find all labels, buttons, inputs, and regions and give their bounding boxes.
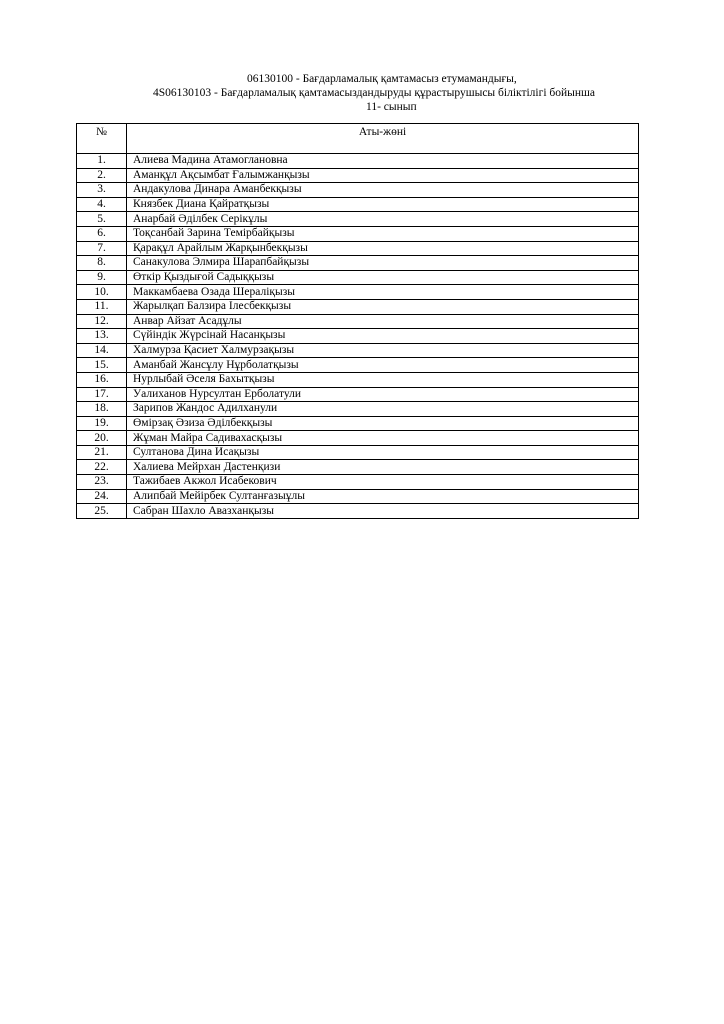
- row-number: 5.: [77, 212, 127, 227]
- student-name: Уалиханов Нурсултан Ерболатули: [127, 387, 639, 402]
- student-name: Санакулова Элмира Шарапбайқызы: [127, 256, 639, 271]
- table-row: [77, 285, 639, 300]
- table-row: [77, 416, 639, 431]
- specialty-title: 06130100 - Бағдарламалық қамтамасыз етумамандығы,: [247, 73, 517, 85]
- table-row: [77, 358, 639, 373]
- table-row: [77, 183, 639, 198]
- table-row: [77, 270, 639, 285]
- student-name: Халиева Мейрхан Дастенқизи: [127, 460, 639, 475]
- student-name: Нурлыбай Әселя Бахытқызы: [127, 372, 639, 387]
- student-name: Халмурза Қасиет Халмурзақызы: [127, 343, 639, 358]
- student-name: Тажибаев Акжол Исабекович: [127, 475, 639, 490]
- table-row: [77, 445, 639, 460]
- student-name: Анвар Айзат Асадұлы: [127, 314, 639, 329]
- table-row: [77, 154, 639, 169]
- row-number: 3.: [77, 183, 127, 198]
- row-number: 9.: [77, 270, 127, 285]
- row-number: 15.: [77, 358, 127, 373]
- row-number: 18.: [77, 402, 127, 417]
- column-header-name: Аты-жөні: [127, 124, 639, 154]
- student-name: Маккамбаева Озада Шераліқызы: [127, 285, 639, 300]
- student-name: Анарбай Әділбек Серікұлы: [127, 212, 639, 227]
- row-number: 11.: [77, 299, 127, 314]
- class-label: 11- сынып: [366, 101, 417, 113]
- qualification-title: 4S06130103 - Бағдарламалық қамтамасыздандыруды құрастырушысы біліктілігі бойынша: [153, 87, 595, 99]
- student-name: Сабран Шахло Авазханқызы: [127, 504, 639, 519]
- row-number: 2.: [77, 168, 127, 183]
- table-row: [77, 314, 639, 329]
- student-name: Зарипов Жандос Адилханули: [127, 402, 639, 417]
- table-row: [77, 372, 639, 387]
- table-row: [77, 460, 639, 475]
- student-name: Жарылқап Балзира Ілесбекқызы: [127, 299, 639, 314]
- student-name: Жұман Майра Садивахасқызы: [127, 431, 639, 446]
- row-number: 23.: [77, 475, 127, 490]
- row-number: 10.: [77, 285, 127, 300]
- table-row: [77, 504, 639, 519]
- row-number: 1.: [77, 154, 127, 169]
- row-number: 13.: [77, 329, 127, 344]
- row-number: 25.: [77, 504, 127, 519]
- table-row: [77, 197, 639, 212]
- table-header-row: [77, 124, 639, 154]
- table-row: [77, 387, 639, 402]
- table-row: [77, 329, 639, 344]
- table-body: [77, 154, 639, 519]
- document-header: [0, 72, 724, 114]
- row-number: 17.: [77, 387, 127, 402]
- student-name: Андакулова Динара Аманбекқызы: [127, 183, 639, 198]
- table-row: [77, 475, 639, 490]
- student-name: Аманбай Жансұлу Нұрболатқызы: [127, 358, 639, 373]
- student-name: Алипбай Мейірбек Султанғазыұлы: [127, 489, 639, 504]
- row-number: 22.: [77, 460, 127, 475]
- student-name: Алиева Мадина Атамоглановна: [127, 154, 639, 169]
- table-row: [77, 226, 639, 241]
- table-row: [77, 402, 639, 417]
- table-row: [77, 431, 639, 446]
- table-row: [77, 212, 639, 227]
- row-number: 8.: [77, 256, 127, 271]
- row-number: 20.: [77, 431, 127, 446]
- student-name: Өткір Қыздығой Садыққызы: [127, 270, 639, 285]
- student-name: Султанова Дина Исақызы: [127, 445, 639, 460]
- student-name: Аманқұл Ақсымбат Ғалымжанқызы: [127, 168, 639, 183]
- student-name: Сүйіндік Жүрсінай Насанқызы: [127, 329, 639, 344]
- row-number: 14.: [77, 343, 127, 358]
- student-name: Тоқсанбай Зарина Темірбайқызы: [127, 226, 639, 241]
- column-header-number: №: [77, 124, 127, 154]
- row-number: 16.: [77, 372, 127, 387]
- row-number: 7.: [77, 241, 127, 256]
- row-number: 6.: [77, 226, 127, 241]
- student-list-table: [76, 123, 639, 519]
- row-number: 24.: [77, 489, 127, 504]
- table-row: [77, 241, 639, 256]
- table-row: [77, 168, 639, 183]
- row-number: 12.: [77, 314, 127, 329]
- student-name: Князбек Диана Қайратқызы: [127, 197, 639, 212]
- table-row: [77, 299, 639, 314]
- table-row: [77, 489, 639, 504]
- row-number: 19.: [77, 416, 127, 431]
- row-number: 4.: [77, 197, 127, 212]
- student-name: Өмірзақ Әзиза Әділбекқызы: [127, 416, 639, 431]
- table-row: [77, 343, 639, 358]
- student-name: Қарақұл Арайлым Жарқынбекқызы: [127, 241, 639, 256]
- row-number: 21.: [77, 445, 127, 460]
- table-row: [77, 256, 639, 271]
